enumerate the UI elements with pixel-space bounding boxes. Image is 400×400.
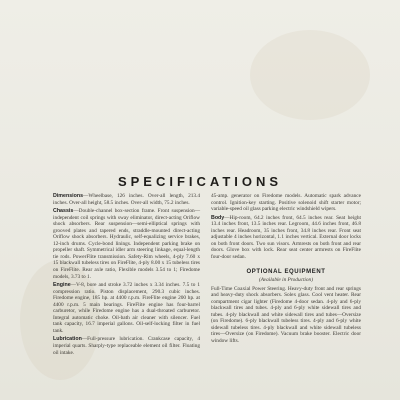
- right-column: [211, 193, 361, 346]
- spec-lead: Chassis: [53, 208, 74, 215]
- spec-lead: Engine: [53, 282, 71, 289]
- spec-text: —Double-channel box-section frame. Front suspension—independent coil springs with sway eliminator, direct-acting Oriflow shock absorbers. Rear suspension—semi-elliptical springs with grooved plates and tapered ends, straddle-mounted direct-acting Oriflow shock absorbers. Hydraulic, self-equalizing service brakes, 12-inch drums. Cycle-bond linings. Independent parking brake on propeller shaft. Symmetrical idler arm steering linkage, equal-length tie rods. PowerFlite transmission. Safety-Rim wheels, 4-ply 7.60 x 15 blackwall tubeless tires on FireFlite, 4-ply 8.00 x 15 tubeless tires on FireFlite. Rear axle ratio, Flexible models 3.54 to 1; Firedome models, 3.73 to 1.: [53, 208, 200, 280]
- spec-lead: Dimensions: [53, 193, 84, 199]
- spec-paragraph: [211, 193, 361, 213]
- spec-text: —V-8, bore and stroke 3.72 inches x 3.34 inches. 7.5 to 1 compression ratio. Piston displacement, 290.3 cubic inches. Firedome engine, 185 hp. at 4400 r.p.m. FireFlite engine 200 hp. at 4400 r.p.m. 5 main bearings. FireFlite engine has four-barrel carburetor, while Firedome engine has a dual-throated carburetor. Integral automatic choke. Oil-bath air cleaner with silencer. Fuel tank capacity, 16.7 imperial gallons. Oil-self-locking filter in fuel tank.: [53, 282, 200, 334]
- paper-stain: [250, 30, 370, 120]
- optional-equipment-subtitle: (Available in Production): [259, 277, 313, 284]
- spec-text: —Full-pressure lubrication. Crankcase capacity, 4 imperial quarts. Sharply-type replaceable element oil filter. Floating oil intake.: [53, 336, 200, 356]
- spec-paragraph: [53, 208, 200, 280]
- page-title: SPECIFICATIONS: [117, 174, 283, 189]
- optional-equipment-heading: OPTIONAL EQUIPMENT: [246, 269, 326, 276]
- spec-text: 45-amp. generator on Firedome models. Automatic spark advance control. Ignition-key starting. Positive solenoid shift starter motor; variable-speed oil glass parking electric windshield wipers.: [211, 193, 361, 213]
- optional-equipment-text: Full-Time Coaxial Power Steering. Heavy-duty front and rear springs and heavy-duty shock absorbers. Solex glass. Cool vent heater. Rear compartment cigar lighter (Firedome 4-door sedan. 4-ply and 6-ply blackwall tires and tubes. 4-ply and 6-ply white sidewall tires and tubes. 4-ply blackwall and white sidewall tires and tubes—Oversize (on Firedome). 6-ply blackwall tubeless tires. 4-ply and 6-ply white sidewall tubeless tires. 4-ply blackwall and white sidewall tubeless tires—Oversize (on Firedome). Vacuum brake booster. Electric door window lifts.: [211, 285, 361, 344]
- left-column: [53, 193, 200, 358]
- spec-lead: Lubrication: [53, 336, 82, 343]
- spec-paragraph: [53, 282, 200, 334]
- spec-paragraph: [53, 336, 200, 356]
- spec-paragraph: [211, 215, 361, 261]
- spec-text: —Wheelbase, 126 inches. Over-all length, 213.4 inches. Over-all height, 58.5 inches. Over-all width, 75.2 inches.: [53, 193, 200, 206]
- spec-lead: Body: [211, 214, 225, 221]
- spec-text: —Hip-room, 64.2 inches front, 64.5 inches rear. Seat height 13.4 inches front, 13.5 inches rear. Legroom, 44.6 inches front, 46.8 inches rear. Headroom, 35 inches front, 34.8 inches rear. Front seat adjustable 4 inches horizontal, 1.1 inches vertical. External door locks on both front doors. Two sun visors. Armrests on both front and rear doors. Glove box with lock. Rear seat center armrests on FireFlite four-door sedan.: [211, 214, 361, 260]
- spec-paragraph: [53, 193, 200, 206]
